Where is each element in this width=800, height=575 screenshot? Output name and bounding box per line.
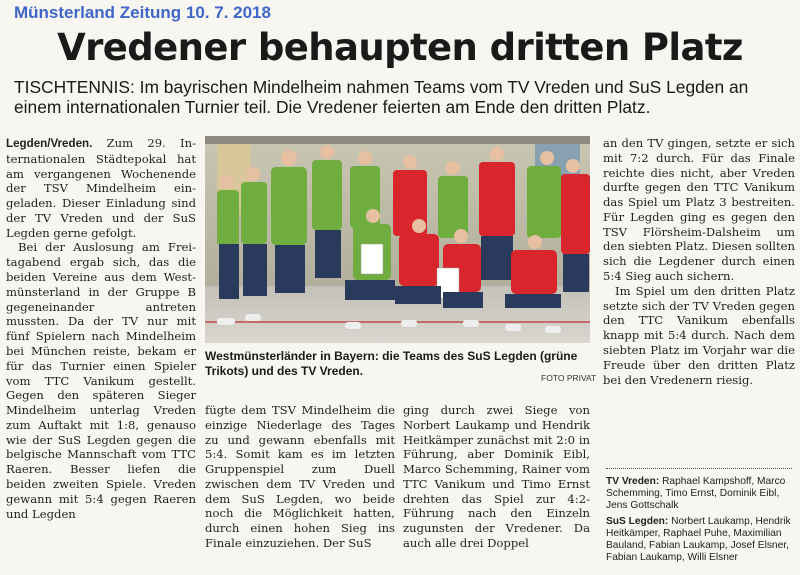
column-4-text-2: Im Spiel um den dritten Platz setzte sich der TV Vreden gegen den TTC Vanikum ebenfalls knapp mit 5:4 durch. Nach dem siebten Platz im Vorjahr war die Freude über den dritten Platz bei den Vredenern riesig.: [603, 283, 795, 387]
lead-paragraph: [14, 77, 790, 117]
roster-tv-vreden-names: Raphael Kampshoff, Marco Schemming, Timo Ernst, Dominik Eibl, Jens Gottschalk: [606, 476, 786, 511]
article-column-4: [603, 136, 795, 387]
column-3-text: ging durch zwei Siege von Norbert Laukamp und Hendrik Heitkämper zunächst mit 2:0 in Führung, aber Dominik Eibl, Marco Schemming, Rainer vom TTC Vanikum und Timo Ernst drehten das Spiel zur 4:2-Führung nach den Einzeln zugunsten der Vredener. Da auch alle drei Doppel: [403, 403, 590, 551]
team-roster: [606, 476, 796, 569]
roster-divider: [606, 468, 792, 469]
headline: Vredener behaupten dritten Platz: [57, 26, 743, 69]
paragraph-draw: Bei der Auslosung am Freitagabend ergab sich, das die beiden Vereine aus dem Westmünsterland in der Gruppe B gegeneinander antreten mussten. Da der TV nur mit fünf Spielern nach Mindelheim bei München reiste, bekam er für das Turnier einen Spieler vom TTC Vanikum gestellt. Gegen den späteren Sieger Mindelheim unterlag Vreden zum Auftakt mit 1:8, genauso wie der SuS Legden gegen die belgische Mannschaft vom TTC Raeren. Besser liefen die beiden zweiten Spiele. Vreden gewann mit 5:4 gegen Raeren und Legden: [6, 240, 196, 521]
article-column-1: [6, 136, 196, 521]
article-column-2: [205, 403, 395, 551]
column-2-text: fügte dem TSV Mindelheim die einzige Niederlage des Tages zu und gewann ebenfalls mit 5:4. Somit kam es im letzten Gruppenspiel zum Duell zwischen dem TV Vreden und dem SuS Legden, wo beide noch die Möglichkeit hatten, durch einen hohen Sieg ins Finale einzuziehen. Der SuS: [205, 403, 395, 551]
photo-credit: FOTO PRIVAT: [541, 373, 597, 383]
newspaper-source: Münsterland Zeitung 10. 7. 2018: [14, 3, 271, 22]
roster-sus-legden-label: SuS Legden:: [606, 516, 669, 528]
roster-tv-vreden: [606, 476, 796, 511]
article-column-3: [403, 403, 590, 551]
photo-caption: Westmünsterländer in Bayern: die Teams des SuS Legden (grüne Trikots) und des TV Vreden.: [205, 349, 578, 378]
roster-sus-legden: [606, 516, 796, 563]
team-photo: [205, 136, 590, 343]
roster-sus-legden-names: Norbert Laukamp, Hendrik Heitkämper, Raphael Puhe, Maximilian Bauland, Fabian Laukamp, Josef Elsner, Fabian Laukamp, Willi Elsner: [606, 516, 791, 563]
column-4-text-1: an den TV gingen, setzte er sich mit 7:2 durch. Für das Finale reichte dies nicht, aber Vreden durfte gegen den TTC Vanikum das Spiel um Platz 3 bestreiten. Für Legden ging es gegen den TSV Flörsheim-Dalsheim um den siebten Platz. Diesen sollten sich die Legdener durch einen 5:4 Sieg auch sichern.: [603, 136, 795, 284]
lead-label: TISCHTENNIS:: [14, 77, 135, 97]
lead-text: Im bayrischen Mindelheim nahmen Teams vom TV Vreden und SuS Legden an einem internationalen Turnier teil. Die Vredener feierten am Ende den dritten Platz.: [14, 77, 749, 117]
dateline: Legden/Vreden.: [6, 137, 93, 150]
roster-tv-vreden-label: TV Vreden:: [606, 476, 660, 487]
intro-text: Zum 29. Internationalen Städtepokal hat am vergangenen Wochenende der TSV Mindelheim eingeladen. Dieser Einladung sind der TV Vreden und der SuS Legden gerne gefolgt.: [6, 136, 197, 240]
team-photo-illustration: [205, 136, 590, 343]
